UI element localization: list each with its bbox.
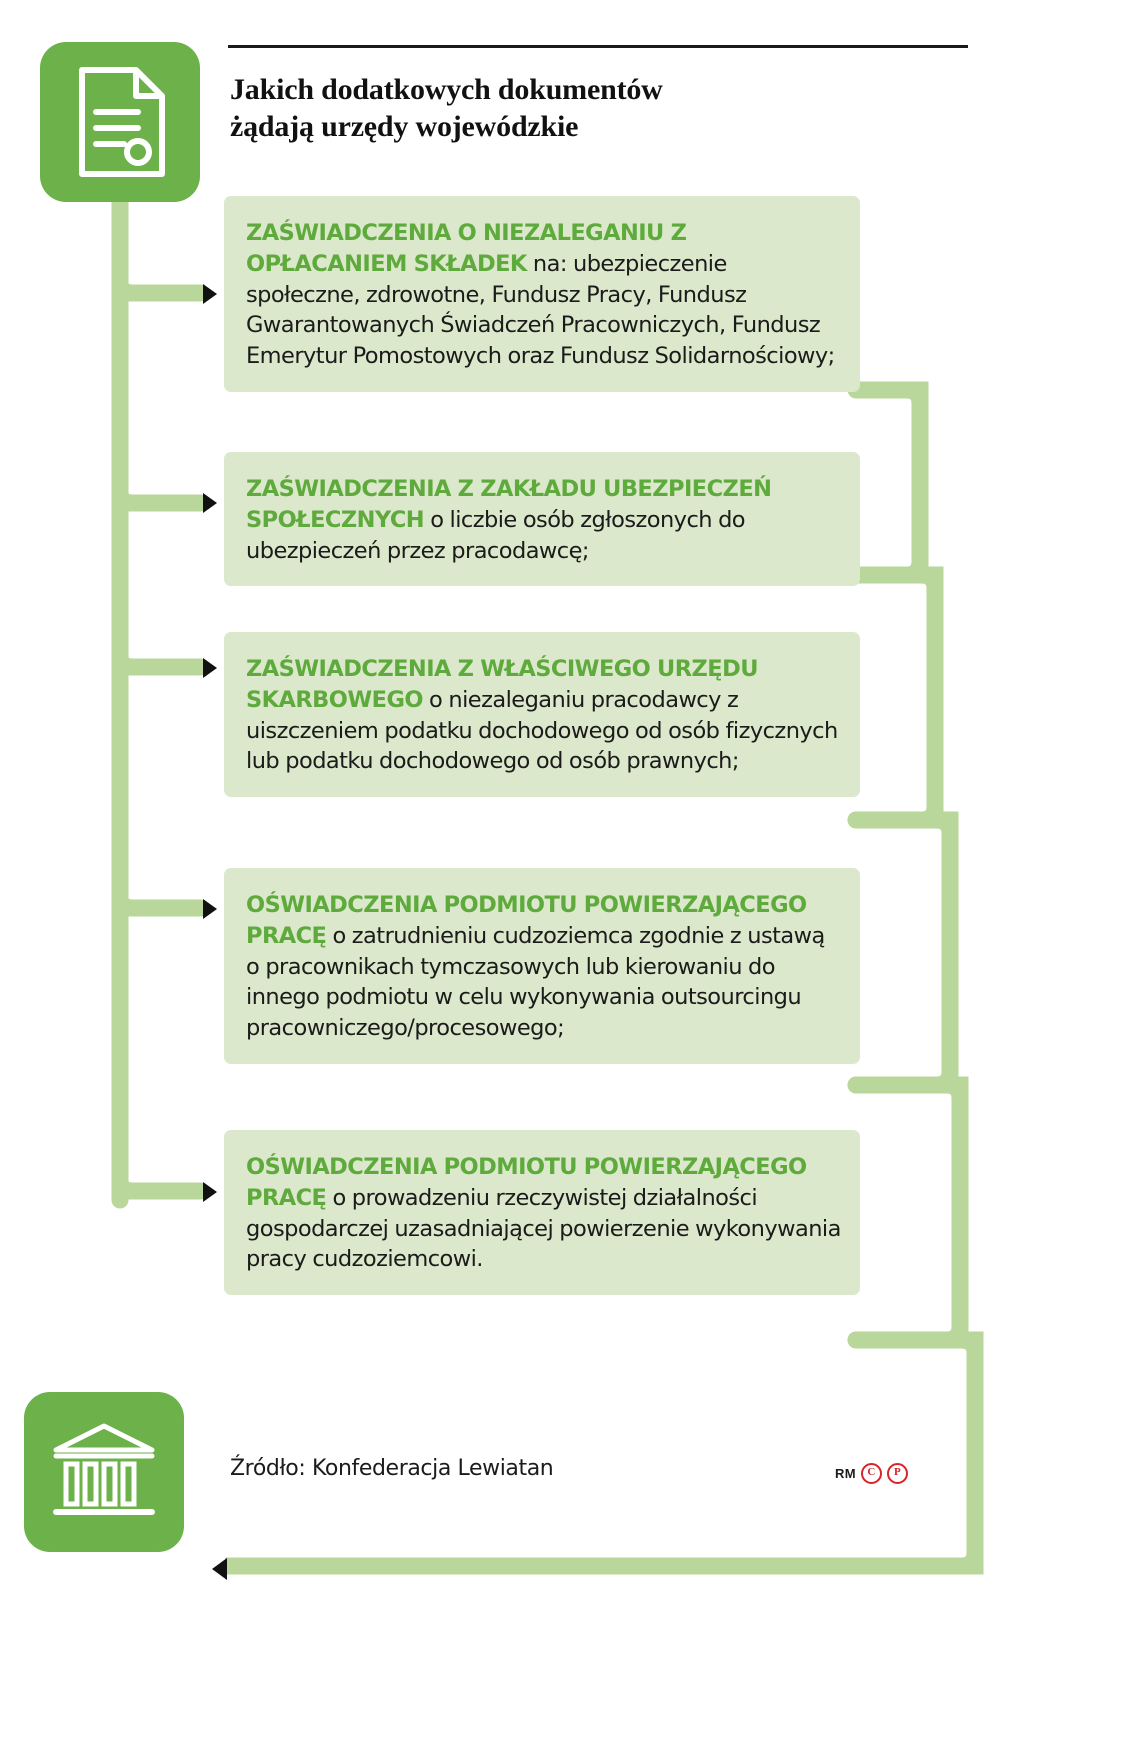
- requirement-body-1: na: ubezpieczenie społeczne, zdrowotne, Fundusz Pracy, Fundusz Gwarantowanych Świadczeń Pracowniczych, Fundusz Emerytur Pomostowych oraz Fundusz Solidarnościowy;: [246, 250, 835, 370]
- page-title-line-1: Jakich dodatkowych dokumentów: [230, 73, 663, 106]
- requirement-heading-3: ZAŚWIADCZENIA Z WŁAŚCIWEGO URZĘDU SKARBOWEGO: [246, 656, 758, 713]
- arrow-to-item-4: [203, 899, 217, 919]
- page-title-line-2: żądają urzędy wojewódzkie: [230, 109, 579, 143]
- credits: [835, 1463, 908, 1484]
- requirement-body-4: o zatrudnieniu cudzoziemca zgodnie z ustawą o pracownikach tymczasowych lub kierowaniu do innego podmiotu w celu wykonywania outsourcingu pracowniczego/procesowego;: [246, 922, 825, 1042]
- requirement-heading-4: OŚWIADCZENIA PODMIOTU POWIERZAJĄCEGO PRACĘ: [246, 892, 807, 949]
- arrow-to-item-5: [203, 1182, 217, 1202]
- document-icon-tile: [40, 42, 200, 202]
- bank-icon-tile: [24, 1392, 184, 1552]
- requirement-heading-1: ZAŚWIADCZENIA O NIEZALEGANIU Z OPŁACANIEM SKŁADEK: [246, 220, 687, 277]
- requirement-box-3: [224, 632, 860, 797]
- phonogram-icon: P: [887, 1463, 908, 1484]
- requirement-heading-2: ZAŚWIADCZENIA Z ZAKŁADU UBEZPIECZEŃ SPOŁECZNYCH: [246, 476, 772, 533]
- requirement-box-2: [224, 452, 860, 586]
- requirement-box-4: [224, 868, 860, 1064]
- page-title: [230, 72, 990, 145]
- arrow-to-item-2: [203, 493, 217, 513]
- header-divider: [228, 45, 968, 48]
- author-initials: RM: [835, 1466, 856, 1481]
- arrow-to-item-1: [203, 284, 217, 304]
- requirement-box-5: [224, 1130, 860, 1295]
- arrow-to-bank-icon: [212, 1558, 227, 1580]
- requirement-heading-5: OŚWIADCZENIA PODMIOTU POWIERZAJĄCEGO PRACĘ: [246, 1154, 807, 1211]
- source-label: Źródło: Konfederacja Lewiatan: [230, 1456, 554, 1481]
- bank-institution-icon: [52, 1422, 156, 1522]
- document-icon: [76, 64, 168, 180]
- requirement-body-2: o liczbie osób zgłoszonych do ubezpieczeń przez pracodawcę;: [246, 506, 746, 564]
- requirement-body-5: o prowadzeniu rzeczywistej działalności gospodarczej uzasadniającej powierzenie wykonywania pracy cudzoziemcowi.: [246, 1184, 841, 1273]
- requirement-box-1: [224, 196, 860, 392]
- requirement-body-3: o niezaleganiu pracodawcy z uiszczeniem podatku dochodowego od osób fizycznych lub podatku dochodowego od osób prawnych;: [246, 686, 838, 775]
- arrow-to-item-3: [203, 658, 217, 678]
- copyright-icon: C: [861, 1463, 882, 1484]
